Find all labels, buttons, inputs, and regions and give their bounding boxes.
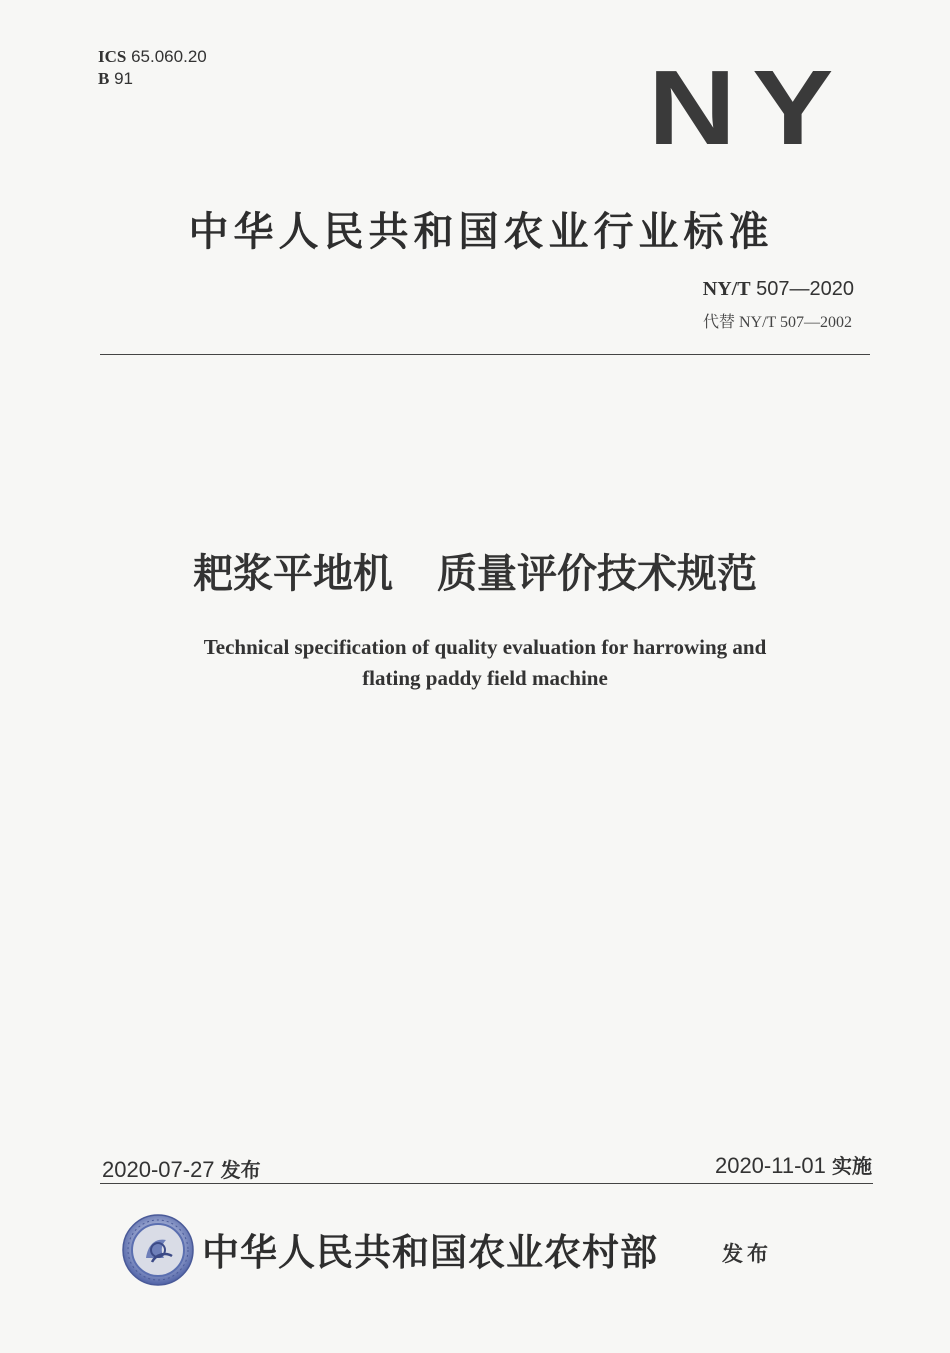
standard-category-title: 中华人民共和国农业行业标准 <box>188 209 774 255</box>
classification-codes <box>98 46 207 90</box>
publisher-name: 中华人民共和国农业农村部 <box>202 1230 658 1274</box>
replaces-standard: 代替 NY/T 507—2002 <box>702 314 852 331</box>
ccs-code: B 91 <box>98 69 133 88</box>
bottom-divider <box>100 1183 873 1184</box>
ministry-emblem-icon <box>122 1214 194 1286</box>
english-title: Technical specification of quality evaluation for harrowing and flating paddy field machine <box>203 635 767 690</box>
ics-code: ICS 65.060.20 <box>98 47 207 66</box>
chinese-title: 耙浆平地机 质量评价技术规范 <box>193 551 757 597</box>
top-divider <box>100 354 870 355</box>
publisher-action: 发布 <box>722 1242 772 1266</box>
implementation-date: 2020-11-01 实施 <box>714 1153 872 1178</box>
issue-date: 2020-07-27 发布 <box>102 1157 261 1182</box>
ny-logo: NY <box>648 49 850 167</box>
standard-number: NY/T 507—2020 <box>702 278 854 300</box>
